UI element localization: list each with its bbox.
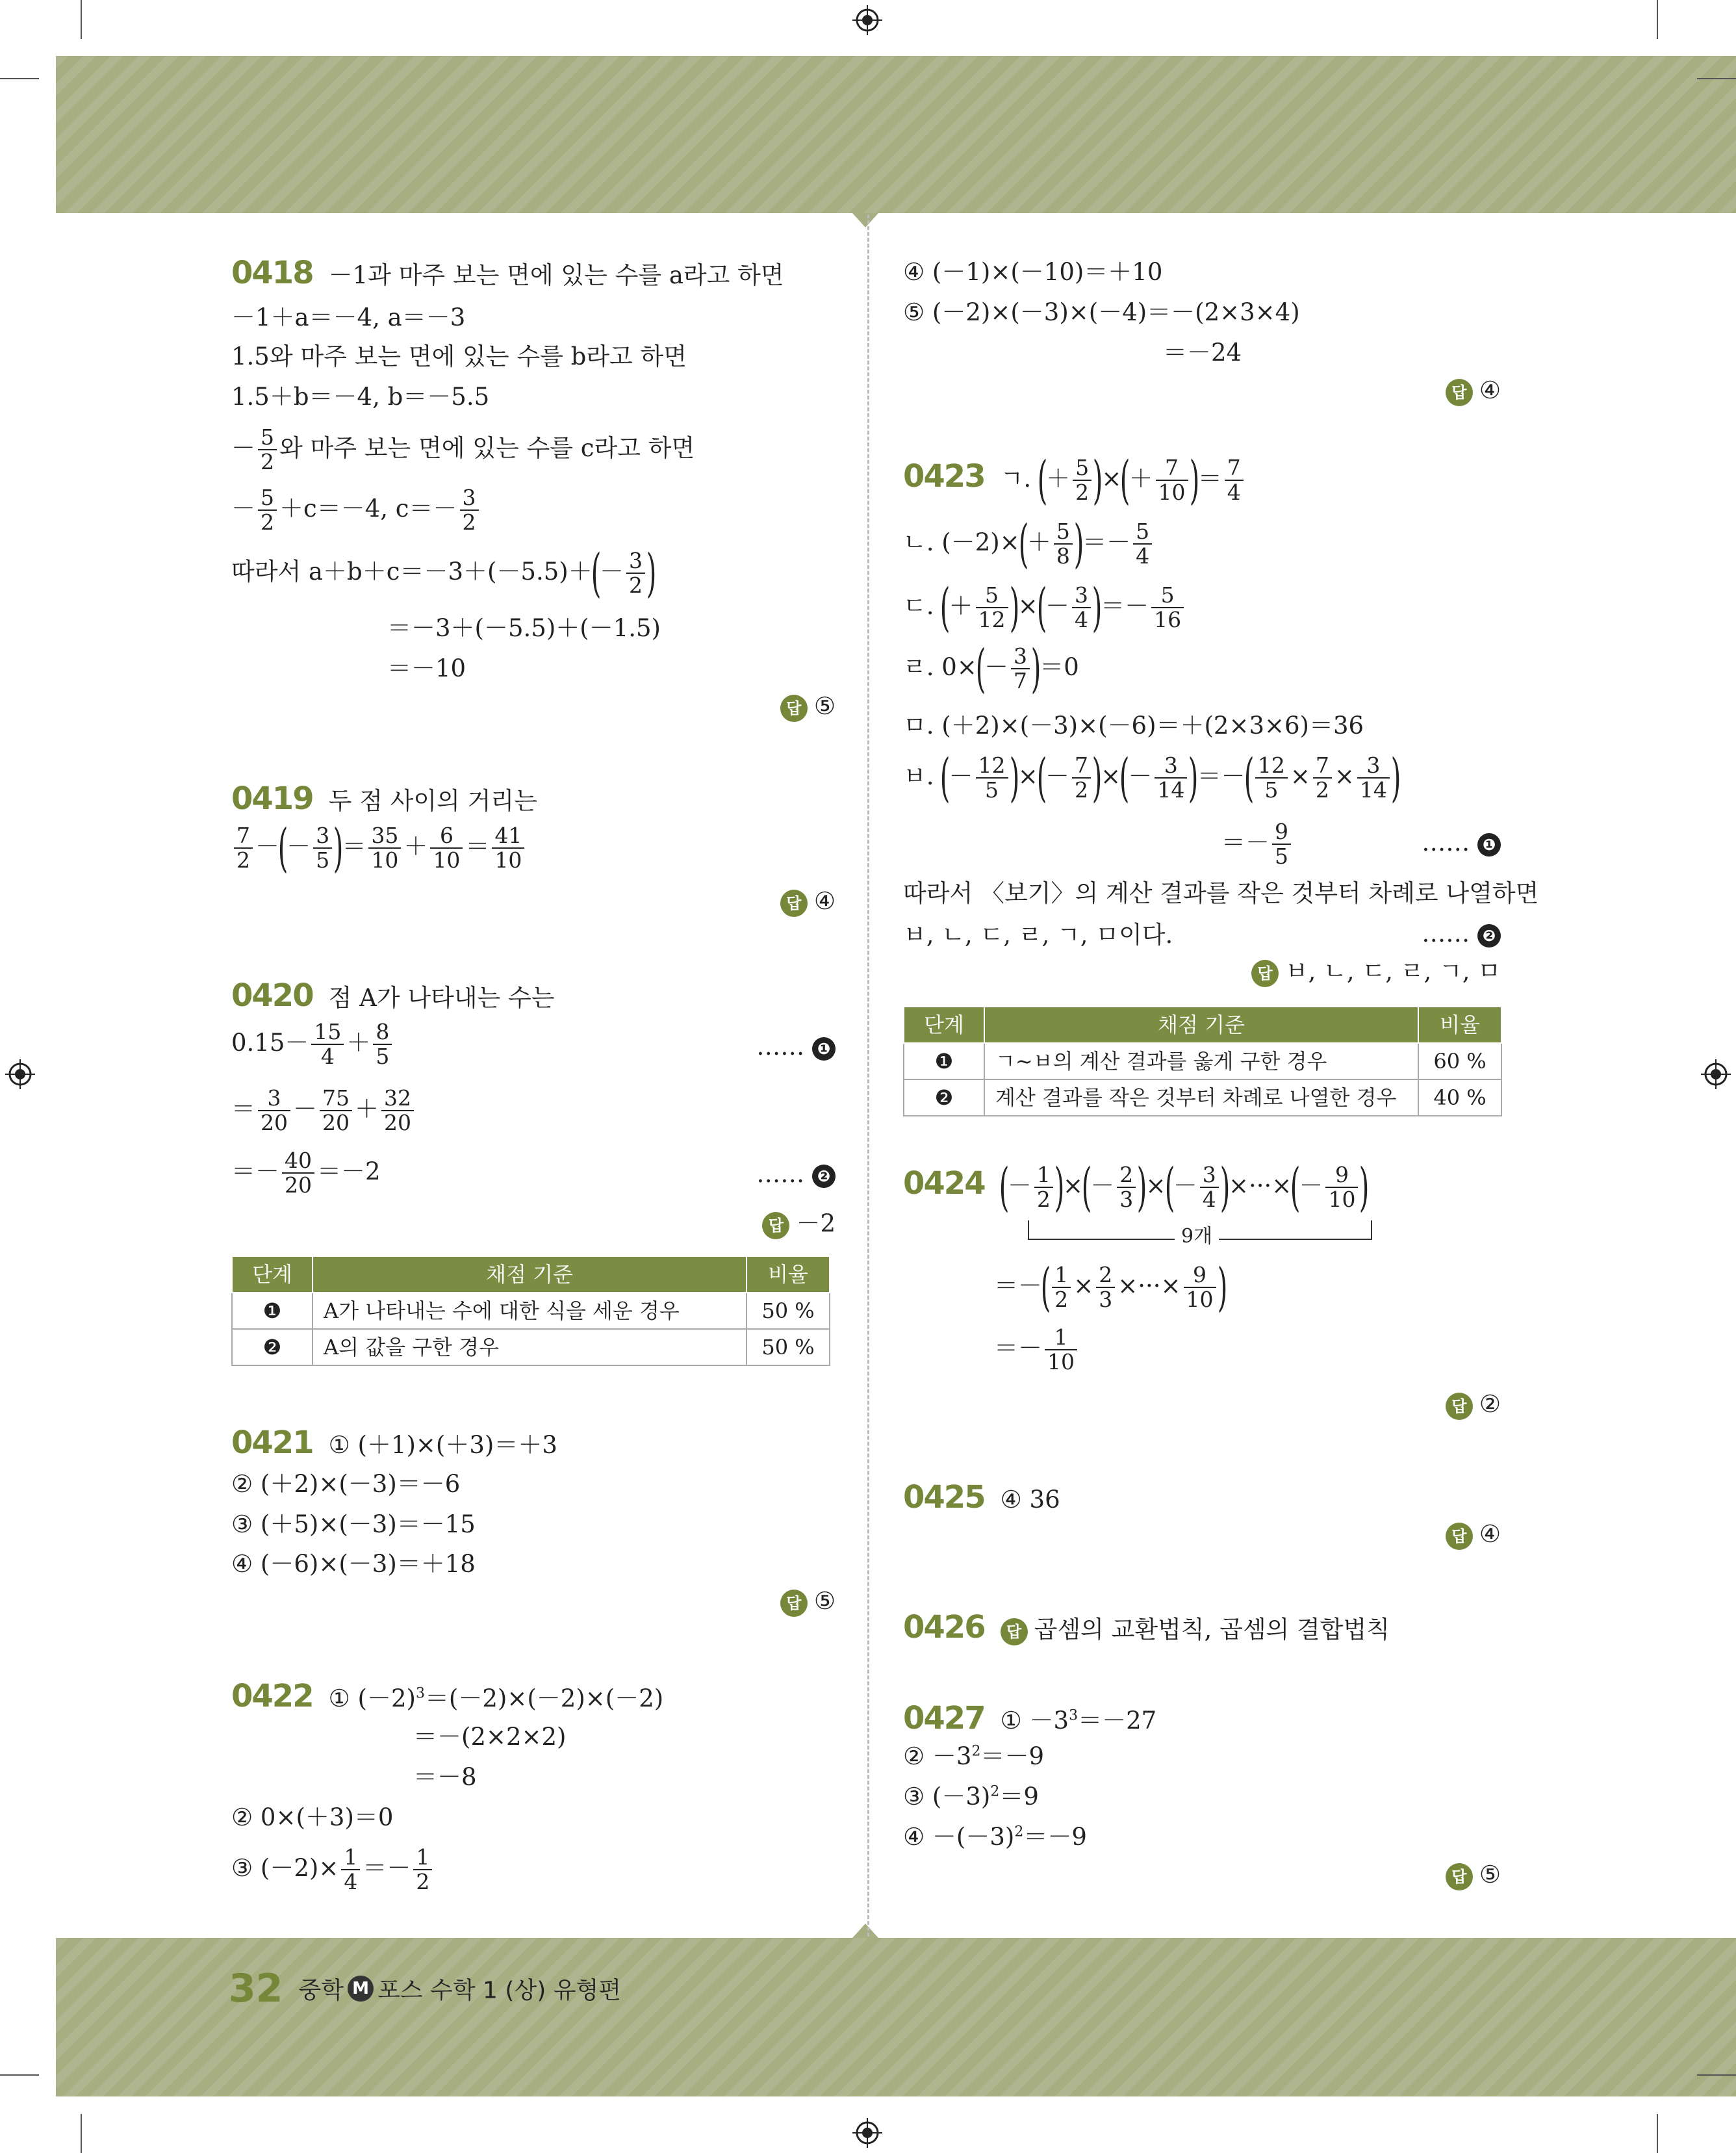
problem-0421-line1: 0421 ① (＋1)×(＋3)＝＋3: [231, 1425, 557, 1461]
answer-badge: 답: [1446, 1393, 1473, 1420]
problem-0418-line6: － $\frac{5}{2}$ ＋c＝－4, c＝－ $\frac{3}{2}$: [231, 486, 481, 535]
problem-number: 0424: [903, 1165, 985, 1202]
problem-0423-e: ㅁ. (＋2)×(－3)×(－6)＝＋(2×3×6)＝36: [903, 712, 1364, 740]
fraction: $\frac{5}{8}$: [1054, 520, 1073, 569]
problem-number: 0423: [903, 458, 985, 495]
problem-0420-line2: 0.15－ $\frac{15}{4}$ ＋ $\frac{8}{5}$: [231, 1020, 394, 1069]
fraction: $\frac{1}{4}$: [341, 1846, 360, 1894]
answer-badge: 답: [1446, 1523, 1473, 1550]
problem-0427-line1: 0427 ① $-3^3=-27$: [903, 1700, 1157, 1736]
problem-0424-line2: ＝－( $\frac{1}{2}$ × $\frac{2}{3}$ ×···× $\frac{9}{10}$ ): [994, 1257, 1227, 1318]
problem-number: 0426: [903, 1609, 985, 1645]
fraction: $\frac{6}{10}$: [430, 824, 463, 873]
problem-0418-line8: ＝－3＋(－5.5)＋(－1.5): [387, 614, 661, 642]
answer-0427: 답 ⑤: [1446, 1863, 1501, 1890]
problem-0426-line1: 0426 답 곱셈의 교환법칙, 곱셈의 결합법칙: [903, 1609, 1390, 1645]
table-row: ❶ A가 나타내는 수에 대한 식을 세운 경우 50 %: [232, 1293, 830, 1329]
problem-0418-line2: －1＋a＝－4, a＝－3: [231, 303, 466, 331]
answer-badge: 답: [1446, 1863, 1473, 1890]
fraction: $\frac{3}{2}$: [460, 486, 479, 535]
fraction: $\frac{1}{2}$: [1052, 1263, 1071, 1312]
answer-0425: 답 ④: [1446, 1522, 1501, 1550]
answer-badge: 답: [762, 1212, 789, 1239]
fraction: $\frac{12}{5}$: [976, 754, 1008, 803]
problem-0422-line6: ④ (－1)×(－10)＝＋10: [903, 258, 1163, 286]
problem-0423-c: ㄷ. (＋ $\frac{5}{12}$ )×(－ $\frac{3}{4}$ )＝－ $\frac{5}{16}$: [903, 584, 1186, 632]
problem-number: 0419: [231, 780, 313, 817]
table-row: ❶ ㄱ~ㅂ의 계산 결과를 옳게 구한 경우 60 %: [904, 1043, 1501, 1079]
fraction: $\frac{3}{2}$: [626, 549, 645, 598]
answer-badge: 답: [780, 1590, 808, 1617]
problem-0422-line5: ③ (－2)× $\frac{1}{4}$ ＝－ $\frac{1}{2}$: [231, 1846, 435, 1894]
fraction: $\frac{3}{4}$: [1072, 584, 1091, 632]
fraction: $\frac{15}{4}$: [311, 1020, 344, 1069]
fraction: $\frac{9}{10}$: [1325, 1163, 1358, 1212]
left-column: [231, 0, 836, 1950]
answer-badge: 답: [1251, 960, 1279, 987]
step-marker: …… ❷: [756, 1162, 836, 1188]
problem-0418-line7: 따라서 a＋b＋c＝－3＋(－5.5)＋(－ $\frac{3}{2}$ ): [231, 543, 657, 604]
problem-0418-line5: － $\frac{5}{2}$ 와 마주 보는 면에 있는 수를 c라고 하면: [231, 424, 695, 475]
fraction: $\frac{75}{20}$: [320, 1087, 352, 1135]
problem-0419-line2: $\frac{7}{2}$ －(－ $\frac{3}{5}$ )＝ $\frac{35}{10}$ ＋ $\frac{6}{10}$ ＝ $\frac{41}{10}$: [231, 824, 527, 873]
answer-badge: 답: [1446, 379, 1473, 406]
registration-mark-icon: [852, 2118, 882, 2148]
answer-0419: 답 ④: [780, 889, 836, 917]
book-logo-icon: M: [348, 1976, 374, 2002]
registration-mark-icon: [1701, 1059, 1731, 1089]
problem-0422-line4: ② 0×(＋3)＝0: [231, 1803, 394, 1831]
problem-0423-d: ㄹ. 0×(－ $\frac{3}{7}$ )＝0: [903, 638, 1079, 699]
table-row: ❷ 계산 결과를 작은 것부터 차례로 나열한 경우 40 %: [904, 1079, 1501, 1116]
fraction: $\frac{3}{4}$: [1200, 1163, 1219, 1212]
problem-0423-concl2: ㅂ, ㄴ, ㄷ, ㄹ, ㄱ, ㅁ이다.: [903, 921, 1173, 949]
problem-0422-line1: 0422 ① $(-2)^3=(-2)\times(-2)\times(-2)$: [231, 1678, 664, 1714]
fraction: $\frac{7}{10}$: [1156, 456, 1188, 505]
crop-mark: [1697, 78, 1736, 79]
fraction: $\frac{5}{4}$: [1133, 520, 1152, 569]
problem-0421-line4: ④ (－6)×(－3)＝＋18: [231, 1550, 476, 1578]
problem-0427-line2: ② $-3^2=-9$: [903, 1742, 1045, 1770]
problem-0418-line1: 0418 －1과 마주 보는 면에 있는 수를 a라고 하면: [231, 255, 784, 291]
answer-badge: 답: [1001, 1618, 1028, 1645]
answer-0422: 답 ④: [1446, 378, 1501, 406]
fraction: $\frac{1}{2}$: [413, 1846, 432, 1894]
grading-table-0420: 단계 채점 기준 비율 ❶ A가 나타내는 수에 대한 식을 세운 경우 50 % ❷ A의 값을 구한 경우 50 %: [231, 1256, 830, 1366]
brace-label: 9개: [1175, 1227, 1219, 1246]
answer-0421: 답 ⑤: [780, 1589, 836, 1617]
problem-0418-line4: 1.5＋b＝－4, b＝－5.5: [231, 383, 490, 411]
fraction: $\frac{1}{10}$: [1045, 1326, 1077, 1374]
problem-0424-line1: 0424 (－ $\frac{1}{2}$ )×(－ $\frac{2}{3}$ )×(－ $\frac{3}{4}$ )×···×(－ $\frac{9}{10}$ ): [903, 1157, 1370, 1218]
problem-0418-line3: 1.5와 마주 보는 면에 있는 수를 b라고 하면: [231, 342, 687, 370]
page-number: 32: [229, 1966, 283, 2011]
top-notch: [852, 213, 878, 227]
crop-mark: [81, 0, 82, 39]
answer-badge: 답: [780, 890, 808, 917]
problem-number: 0421: [231, 1425, 313, 1461]
problem-0420-line1: 0420 점 A가 나타내는 수는: [231, 977, 555, 1014]
crop-mark: [0, 78, 39, 79]
fraction: $\frac{9}{5}$: [1272, 820, 1291, 869]
grading-table-0423: 단계 채점 기준 비율 ❶ ㄱ~ㅂ의 계산 결과를 옳게 구한 경우 60 % ❷ 계산 결과를 작은 것부터 차례로 나열한 경우 40 %: [903, 1006, 1502, 1116]
problem-0422-line3: ＝－8: [413, 1763, 477, 1791]
fraction: $\frac{5}{2}$: [1073, 456, 1091, 505]
fraction: $\frac{7}{2}$: [1072, 754, 1091, 803]
fraction: $\frac{7}{2}$: [1313, 754, 1332, 803]
fraction: $\frac{2}{3}$: [1096, 1263, 1115, 1312]
fraction: $\frac{41}{10}$: [492, 824, 524, 873]
fraction: $\frac{1}{2}$: [1034, 1163, 1053, 1212]
problem-0425-line1: 0425 ④ 36: [903, 1479, 1060, 1515]
crop-mark: [1657, 2114, 1658, 2153]
problem-0422-line7: ⑤ (－2)×(－3)×(－4)＝－(2×3×4): [903, 298, 1300, 326]
problem-0427-line3: ③ $(-3)^2=9$: [903, 1783, 1039, 1811]
fraction: $\frac{9}{10}$: [1184, 1263, 1216, 1312]
registration-mark-icon: [852, 5, 882, 35]
fraction: $\frac{32}{20}$: [381, 1087, 414, 1135]
answer-badge: 답: [780, 695, 808, 722]
problem-0421-line2: ② (＋2)×(－3)＝－6: [231, 1470, 461, 1498]
fraction: $\frac{5}{2}$: [258, 486, 277, 535]
problem-number: 0420: [231, 977, 313, 1014]
fraction: $\frac{7}{4}$: [1225, 456, 1244, 505]
table-row: ❷ A의 값을 구한 경우 50 %: [232, 1329, 830, 1365]
fraction: $\frac{12}{5}$: [1255, 754, 1288, 803]
footer-band: [56, 1938, 1736, 2096]
fraction: $\frac{3}{14}$: [1357, 754, 1390, 803]
fraction: $\frac{5}{16}$: [1151, 584, 1184, 632]
fraction: $\frac{5}{2}$: [258, 426, 277, 474]
fraction: $\frac{5}{12}$: [976, 584, 1008, 632]
book-title: 포스 수학 1 (상) 유형편: [377, 1977, 622, 2004]
problem-0420-line4: ＝－ $\frac{40}{20}$ ＝－2: [231, 1148, 381, 1198]
fraction: $\frac{3}{20}$: [258, 1087, 290, 1135]
crop-mark: [1697, 2074, 1736, 2076]
registration-mark-icon: [5, 1059, 35, 1089]
problem-number: 0422: [231, 1678, 313, 1714]
problem-number: 0425: [903, 1479, 985, 1515]
fraction: $\frac{2}{3}$: [1117, 1163, 1136, 1212]
fraction: $\frac{7}{2}$: [234, 824, 253, 873]
answer-0420: 답 －2: [762, 1211, 836, 1239]
problem-0420-line3: ＝ $\frac{3}{20}$ － $\frac{75}{20}$ ＋ $\frac{32}{20}$: [231, 1087, 416, 1135]
answer-0424: 답 ②: [1446, 1392, 1501, 1420]
problem-0424-line3: ＝－ $\frac{1}{10}$: [994, 1326, 1080, 1374]
column-divider: [867, 214, 869, 1937]
problem-number: 0418: [231, 255, 313, 291]
problem-0423-a: 0423 ㄱ. (＋ $\frac{5}{2}$ )×(＋ $\frac{7}{10}$ )＝ $\frac{7}{4}$: [903, 456, 1246, 505]
bottom-notch: [852, 1924, 878, 1938]
crop-mark: [1657, 0, 1658, 39]
fraction: $\frac{40}{20}$: [282, 1149, 314, 1198]
problem-0422-line8: ＝－24: [1163, 339, 1242, 367]
problem-0422-line2: ＝－(2×2×2): [413, 1723, 567, 1751]
problem-0423-b: ㄴ. (－2)×(＋ $\frac{5}{8}$ )＝－ $\frac{5}{4}$: [903, 520, 1155, 569]
answer-0423: 답 ㅂ, ㄴ, ㄷ, ㄹ, ㄱ, ㅁ: [1251, 959, 1501, 987]
right-column: [903, 0, 1539, 1950]
problem-0421-line3: ③ (＋5)×(－3)＝－15: [231, 1510, 476, 1538]
problem-0427-line4: ④ $-(-3)^2=-9$: [903, 1823, 1087, 1851]
fraction: $\frac{8}{5}$: [373, 1020, 392, 1069]
fraction: $\frac{3}{7}$: [1011, 645, 1030, 693]
problem-0423-g: ＝－ $\frac{9}{5}$: [1221, 820, 1294, 869]
problem-0423-concl1: 따라서 〈보기〉의 계산 결과를 작은 것부터 차례로 나열하면: [903, 879, 1539, 907]
step-marker: …… ❶: [756, 1035, 836, 1061]
answer-0418: 답 ⑤: [780, 694, 836, 722]
problem-0418-line9: ＝－10: [387, 654, 466, 682]
step-marker: …… ❶: [1422, 831, 1501, 857]
fraction: $\frac{35}{10}$: [368, 824, 401, 873]
step-marker: …… ❷: [1422, 922, 1501, 948]
problem-number: 0427: [903, 1700, 985, 1736]
fraction: $\frac{3}{5}$: [313, 824, 332, 873]
problem-0423-f: ㅂ. (－ $\frac{12}{5}$ )×(－ $\frac{7}{2}$ )×(－ $\frac{3}{14}$ )＝－( $\frac{12}{5}$ × $\frac{7}{2}$ × $\frac{3}{14}$ ): [903, 747, 1401, 808]
page-footer: 32 중학 M 포스 수학 1 (상) 유형편: [229, 1966, 622, 2011]
fraction: $\frac{3}{14}$: [1155, 754, 1187, 803]
crop-mark: [0, 2074, 39, 2076]
problem-0419-line1: 0419 두 점 사이의 거리는: [231, 780, 537, 817]
crop-mark: [81, 2114, 82, 2153]
